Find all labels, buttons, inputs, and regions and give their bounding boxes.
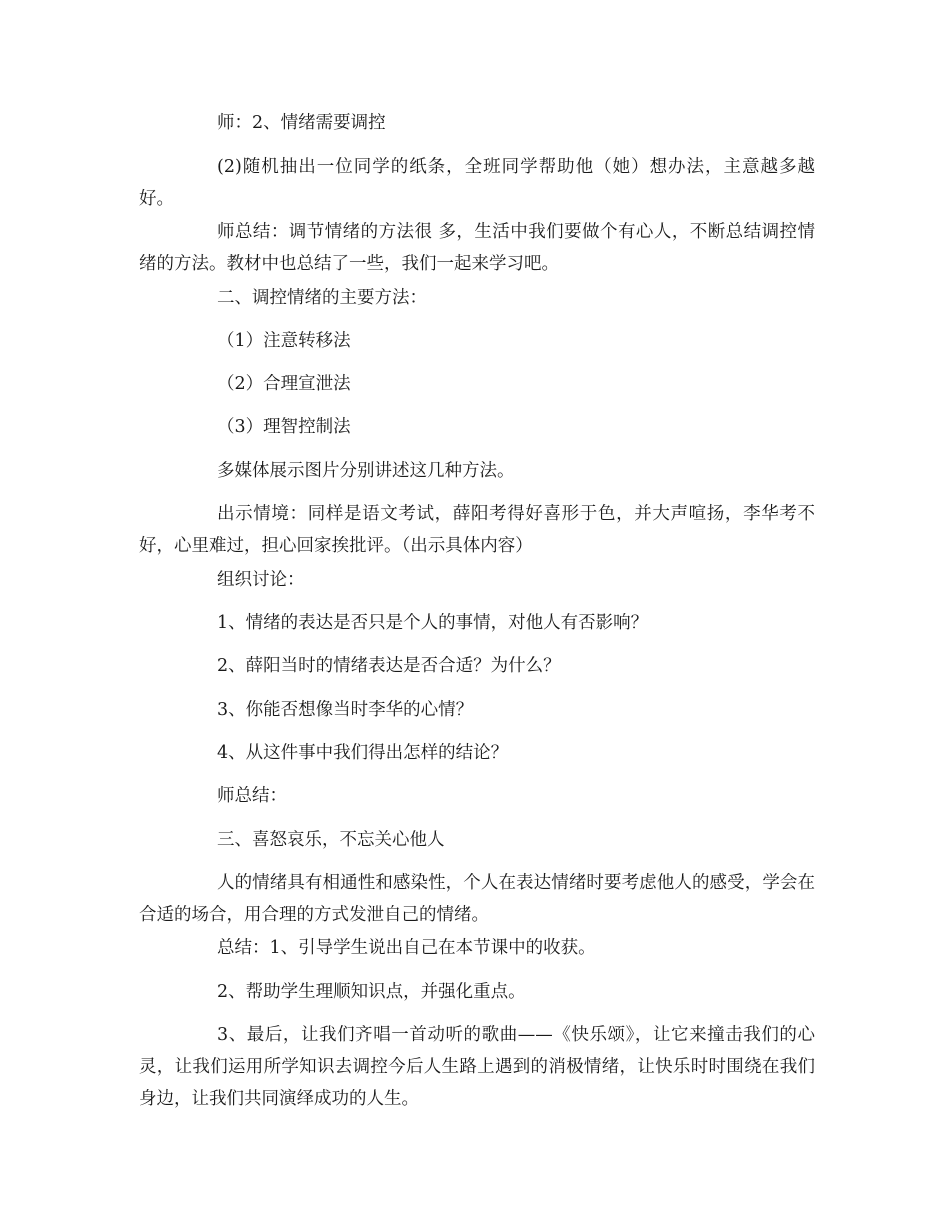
discussion-question-3: 3、你能否想像当时李华的心情？	[217, 700, 474, 720]
paragraph-teacher-regulate: 师：2、情绪需要调控	[217, 113, 386, 133]
paragraph-scenario: 出示情境：同样是语文考试，薛阳考得好喜形于色，并大声喧扬，李华考不好，心里难过，担心回家挨批评。（出示具体内容）	[139, 504, 815, 556]
paragraph-discussion: 组织讨论：	[217, 570, 305, 590]
paragraph-emotion-contagion: 人的情绪具有相通性和感染性，个人在表达情绪时要考虑他人的感受，学会在合适的场合，用合理的方式发泄自己的情绪。	[139, 873, 815, 925]
paragraph-summary-3: 3、最后，让我们齐唱一首动听的歌曲——《快乐颂》，让它来撞击我们的心灵，让我们运用所学知识去调控今后人生路上遇到的消极情绪，让快乐时时围绕在我们身边，让我们共同演绎成功的人生。	[139, 1025, 815, 1109]
method-reasonable-venting: （2）合理宣泄法	[217, 374, 351, 394]
heading-main-methods: 二、调控情绪的主要方法：	[217, 288, 427, 308]
method-attention-shift: （1）注意转移法	[217, 331, 351, 351]
discussion-question-4: 4、从这件事中我们得出怎样的结论？	[217, 743, 509, 763]
paragraph-summary-2: 2、帮助学生理顺知识点，并强化重点。	[217, 982, 526, 1002]
paragraph-summary-1: 总结：1、引导学生说出自己在本节课中的收获。	[217, 938, 596, 958]
paragraph-teacher-summary-methods: 师总结：调节情绪的方法很 多，生活中我们要做个有心人，不断总结调控情绪的方法。教材中也总结了一些，我们一起来学习吧。	[139, 222, 815, 274]
heading-care-others: 三、喜怒哀乐，不忘关心他人	[217, 830, 445, 850]
method-rational-control: （3）理智控制法	[217, 417, 351, 437]
discussion-question-2: 2、薛阳当时的情绪表达是否合适？为什么？	[217, 656, 561, 676]
discussion-question-1: 1、情绪的表达是否只是个人的事情，对他人有否影响？	[217, 613, 649, 633]
paragraph-teacher-summary: 师总结：	[217, 786, 287, 806]
paragraph-random-note: (2)随机抽出一位同学的纸条，全班同学帮助他（她）想办法，主意越多越好。	[139, 157, 815, 209]
paragraph-multimedia: 多媒体展示图片分别讲述这几种方法。	[217, 461, 515, 481]
